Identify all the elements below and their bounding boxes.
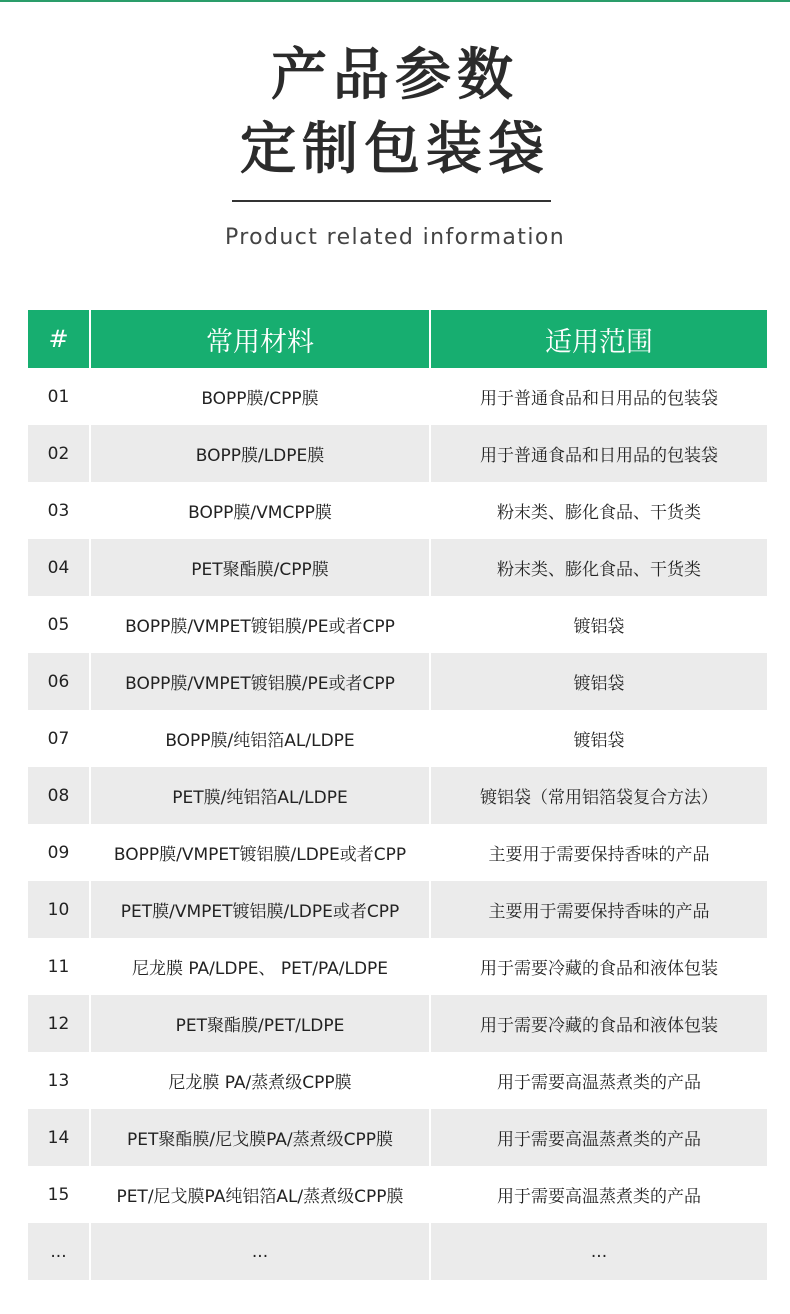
header-material: 常用材料 bbox=[89, 310, 429, 368]
cell-material: BOPP膜/纯铝箔AL/LDPE bbox=[89, 710, 429, 767]
cell-usage: 用于需要高温蒸煮类的产品 bbox=[429, 1052, 767, 1109]
table-row bbox=[28, 1109, 767, 1166]
page-title-line2: 定制包装袋 bbox=[240, 117, 550, 182]
cell-usage: 主要用于需要保持香味的产品 bbox=[429, 824, 767, 881]
cell-usage: 镀铝袋 bbox=[429, 710, 767, 767]
cell-material: BOPP膜/LDPE膜 bbox=[89, 425, 429, 482]
table-row bbox=[28, 653, 767, 710]
cell-number: 03 bbox=[47, 500, 70, 521]
cell-usage: 用于需要冷藏的食品和液体包装 bbox=[429, 995, 767, 1052]
cell-number: 14 bbox=[47, 1127, 70, 1148]
table-row bbox=[28, 1052, 767, 1109]
cell-usage: 镀铝袋 bbox=[429, 596, 767, 653]
title-divider bbox=[232, 200, 551, 202]
table-row bbox=[28, 938, 767, 995]
cell-number: ... bbox=[50, 1241, 67, 1262]
cell-number: 06 bbox=[47, 671, 70, 692]
cell-number: 12 bbox=[47, 1013, 70, 1034]
table-row bbox=[28, 425, 767, 482]
cell-usage: 用于普通食品和日用品的包装袋 bbox=[429, 368, 767, 425]
cell-number: 05 bbox=[47, 614, 70, 635]
cell-material: 尼龙膜 PA/LDPE、 PET/PA/LDPE bbox=[89, 938, 429, 995]
table-row bbox=[28, 767, 767, 824]
cell-number: 02 bbox=[47, 443, 70, 464]
product-table bbox=[28, 310, 767, 1280]
cell-usage: 镀铝袋 bbox=[429, 653, 767, 710]
cell-material: BOPP膜/VMCPP膜 bbox=[89, 482, 429, 539]
cell-material: BOPP膜/VMPET镀铝膜/PE或者CPP bbox=[89, 596, 429, 653]
cell-number: 10 bbox=[47, 899, 70, 920]
cell-material: PET膜/VMPET镀铝膜/LDPE或者CPP bbox=[89, 881, 429, 938]
cell-material: PET聚酯膜/PET/LDPE bbox=[89, 995, 429, 1052]
cell-material: PET膜/纯铝箔AL/LDPE bbox=[89, 767, 429, 824]
table-row bbox=[28, 881, 767, 938]
cell-usage: 粉末类、膨化食品、干货类 bbox=[429, 539, 767, 596]
cell-usage: ... bbox=[429, 1223, 767, 1280]
top-accent-line bbox=[0, 0, 790, 2]
table-row bbox=[28, 596, 767, 653]
table-row bbox=[28, 368, 767, 425]
cell-material: ... bbox=[89, 1223, 429, 1280]
cell-number: 13 bbox=[47, 1070, 70, 1091]
cell-number: 08 bbox=[47, 785, 70, 806]
cell-number: 07 bbox=[47, 728, 70, 749]
cell-number: 01 bbox=[47, 386, 70, 407]
table-row bbox=[28, 539, 767, 596]
cell-usage: 粉末类、膨化食品、干货类 bbox=[429, 482, 767, 539]
table-row bbox=[28, 710, 767, 767]
cell-material: PET聚酯膜/尼戈膜PA/蒸煮级CPP膜 bbox=[89, 1109, 429, 1166]
cell-material: BOPP膜/VMPET镀铝膜/LDPE或者CPP bbox=[89, 824, 429, 881]
cell-usage: 用于需要高温蒸煮类的产品 bbox=[429, 1109, 767, 1166]
cell-usage: 用于需要冷藏的食品和液体包装 bbox=[429, 938, 767, 995]
table-row bbox=[28, 824, 767, 881]
cell-material: PET聚酯膜/CPP膜 bbox=[89, 539, 429, 596]
table-row bbox=[28, 995, 767, 1052]
cell-usage: 主要用于需要保持香味的产品 bbox=[429, 881, 767, 938]
table-row bbox=[28, 482, 767, 539]
cell-usage: 用于需要高温蒸煮类的产品 bbox=[429, 1166, 767, 1223]
cell-number: 04 bbox=[47, 557, 70, 578]
page-subtitle: Product related information bbox=[224, 225, 566, 250]
cell-number: 15 bbox=[47, 1184, 70, 1205]
cell-usage: 镀铝袋（常用铝箔袋复合方法） bbox=[429, 767, 767, 824]
page-title-line1: 产品参数 bbox=[271, 43, 519, 108]
cell-number: 09 bbox=[47, 842, 70, 863]
cell-material: 尼龙膜 PA/蒸煮级CPP膜 bbox=[89, 1052, 429, 1109]
header-number: # bbox=[48, 325, 69, 353]
table-row bbox=[28, 1223, 767, 1280]
table-header-row bbox=[28, 310, 767, 368]
header-usage: 适用范围 bbox=[429, 310, 767, 368]
cell-number: 11 bbox=[47, 956, 70, 977]
cell-material: BOPP膜/VMPET镀铝膜/PE或者CPP bbox=[89, 653, 429, 710]
table-row bbox=[28, 1166, 767, 1223]
cell-material: PET/尼戈膜PA纯铝箔AL/蒸煮级CPP膜 bbox=[89, 1166, 429, 1223]
cell-usage: 用于普通食品和日用品的包装袋 bbox=[429, 425, 767, 482]
cell-material: BOPP膜/CPP膜 bbox=[89, 368, 429, 425]
table-body bbox=[28, 368, 767, 1280]
